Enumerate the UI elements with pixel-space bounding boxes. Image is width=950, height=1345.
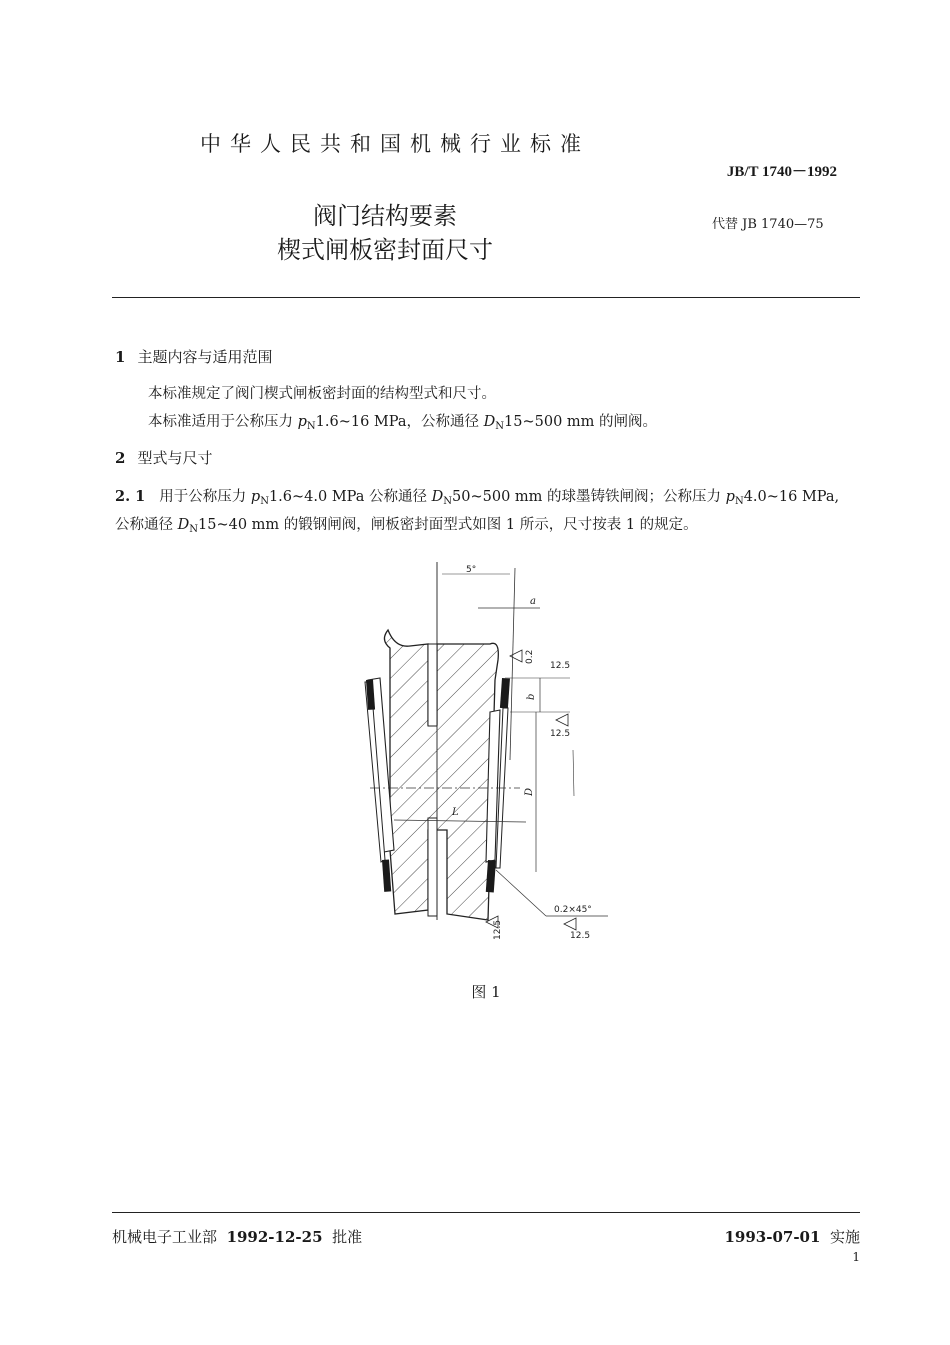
section-2-heading — [115, 447, 212, 468]
roughness-125-a-label: 12.5 — [550, 661, 571, 671]
section-1-paragraph-1: 本标准规定了阀门楔式闸板密封面的结构型式和尺寸。 — [148, 386, 496, 402]
approve-date: 1992-12-25 — [226, 1228, 323, 1246]
section-1-number: 1 — [115, 348, 126, 366]
section-2-1-number: 2. 1 — [115, 488, 146, 505]
section-1-title: 主题内容与适用范围 — [137, 348, 273, 366]
dim-a-label: a — [530, 596, 536, 607]
footer-rule — [112, 1212, 860, 1213]
section-2-title: 型式与尺寸 — [137, 449, 213, 467]
title-line-1: 阀门结构要素 — [313, 202, 457, 230]
section-2-number: 2 — [115, 449, 126, 467]
header-rule — [112, 297, 860, 298]
wedge-gate-drawing — [350, 560, 620, 945]
roughness-125-b-label: 12.5 — [550, 729, 571, 739]
roughness-125-d-label: 12.5 — [570, 931, 591, 941]
section-2-1-line-2: 公称通径 $D_N15\sim 40$ mm 的锻钢闸阀，闸板密封面型式如图 1 所示，尺寸按表 1 的规定。 — [115, 517, 698, 535]
dim-D-label: D — [524, 787, 535, 796]
roughness-02-label: 0.2 — [525, 649, 535, 664]
footer-effective: 1993-07-01 实施 — [724, 1228, 860, 1246]
angle-label: 5° — [466, 565, 477, 575]
issuer: 机械电子工业部 — [112, 1228, 218, 1246]
title-line-2: 楔式闸板密封面尺寸 — [277, 236, 493, 264]
chamfer-label: 0.2×45° — [554, 905, 592, 915]
section-2-1-line-1: 2. 1 用于公称压力 $p_N1.6\sim 4.0$ MPa 公称通径 $D_N50\sim 500$ mm 的球墨铸铁闸阀；公称压力 $p_N4.0\sim 16$ MPa, — [115, 488, 840, 507]
dim-b-label: b — [526, 693, 537, 700]
standard-body-heading: 中华人民共和国机械行业标准 — [200, 132, 590, 156]
section-1-paragraph-2: 本标准适用于公称压力 $p_N1.6\sim 16$ MPa，公称通径 $D_N15\sim 500$ mm 的闸阀。 — [148, 414, 658, 432]
dim-L-label: L — [452, 807, 459, 818]
page-number: 1 — [852, 1250, 860, 1264]
effective-date: 1993-07-01 — [724, 1228, 821, 1246]
footer-approval: 机械电子工业部 1992-12-25 批准 — [112, 1228, 363, 1246]
figure-caption: 图 1 — [471, 983, 501, 1001]
section-1-heading — [115, 346, 272, 367]
standard-number: JB/T 1740－1992 — [726, 164, 837, 180]
replaces-note: 代替 JB 1740—75 — [712, 217, 824, 232]
roughness-125-c-label: 12.5 — [493, 919, 503, 940]
